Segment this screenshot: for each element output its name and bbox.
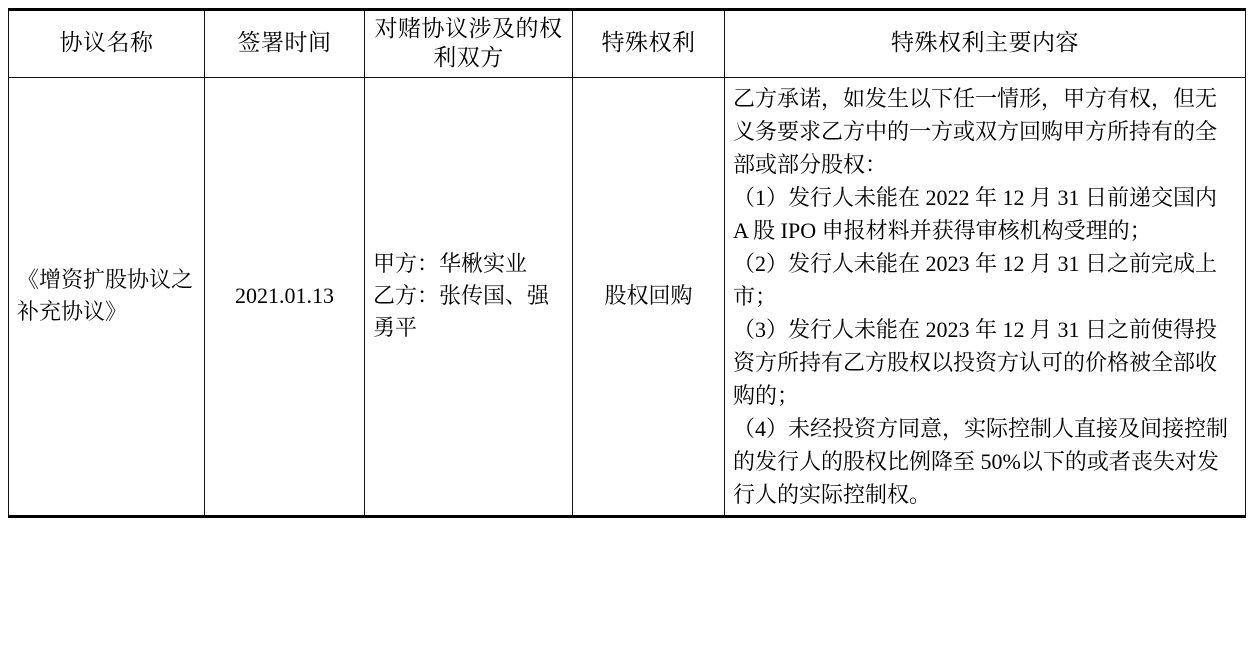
table-header-row [9,10,1246,78]
bet-agreement-table [8,8,1246,518]
content-paragraph-3: （3）发行人未能在 2023 年 12 月 31 日之前使得投资方所持有乙方股权以投资方认可的价格被全部收购的； [733,316,1218,408]
cell-parties [365,77,573,516]
column-header-special-right: 特殊权利 [573,10,725,78]
cell-agreement-name: 《增资扩股协议之补充协议》 [9,77,205,516]
content-paragraph-4: （4）未经投资方同意，实际控制人直接及间接控制的发行人的股权比例降至 50%以下的或者丧失对发行人的实际控制权。 [733,415,1229,507]
party-line-second: 乙方：张传国、强勇平 [373,283,550,340]
table-row [9,77,1246,516]
table-header [9,10,1246,78]
cell-content [725,77,1246,516]
party-line-first: 甲方：华楸实业 [373,251,528,277]
column-header-sign-date: 签署时间 [205,10,365,78]
cell-special-right: 股权回购 [573,77,725,516]
cell-sign-date: 2021.01.13 [205,77,365,516]
column-header-parties: 对赌协议涉及的权利双方 [365,10,573,78]
column-header-agreement-name: 协议名称 [9,10,205,78]
column-header-content: 特殊权利主要内容 [725,10,1246,78]
content-paragraph-2: （2）发行人未能在 2023 年 12 月 31 日之前完成上市； [733,250,1218,309]
content-paragraph-1: （1）发行人未能在 2022 年 12 月 31 日前递交国内 A 股 IPO 申报材料并获得审核机构受理的； [733,184,1218,243]
table-body [9,77,1246,516]
content-paragraph-0: 乙方承诺，如发生以下任一情形，甲方有权，但无义务要求乙方中的一方或双方回购甲方所持有的全部或部分股权： [733,85,1218,177]
